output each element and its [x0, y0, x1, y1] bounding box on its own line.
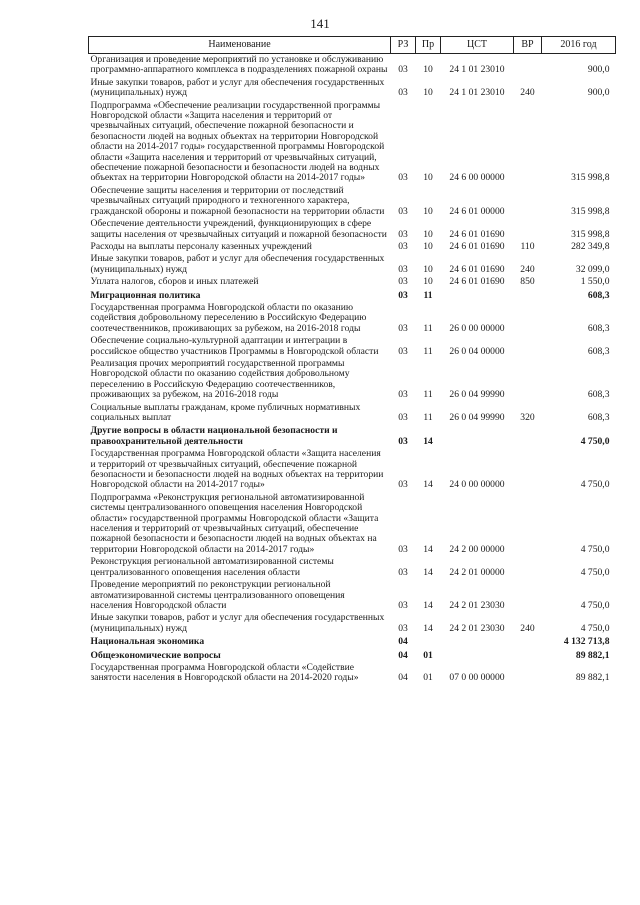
- row-name: Подпрограмма «Обеспечение реализации государственной программы Новгородской области «Защита населения и территорий от чрезвычайных ситуаций, обеспечение пожарной безопасности и безопасности людей на водных объектах на территории Новгородской области на 2014-2017 годы» государственной программы Новгородской области «Защита населения и территорий от чрезвычайных ситуаций, обеспечение пожарной безопасности и безопасности людей на водных объектах на территории Новгородской области на 2014-2017 годы»: [90, 99, 385, 184]
- row-vr: [514, 492, 542, 556]
- row-name: Обеспечение деятельности учреждений, функционирующих в сфере защиты населения от чрезвычайных ситуаций и пожарной безопасности: [90, 218, 387, 240]
- row-rz: 04: [398, 636, 408, 648]
- budget-table: [88, 36, 616, 685]
- row-vr: [514, 54, 542, 77]
- row-pr: 11: [423, 345, 433, 357]
- row-rz: 03: [398, 64, 408, 76]
- row-name: Национальная экономика: [90, 636, 205, 648]
- row-pr: 01: [423, 649, 433, 661]
- table-row: [89, 253, 616, 276]
- row-pr: 11: [423, 412, 433, 423]
- row-pr: 14: [423, 599, 433, 611]
- row-amount: 315 998,8: [571, 228, 610, 240]
- row-amount: 4 750,0: [580, 622, 610, 634]
- row-cst: 24 0 00 00000: [449, 479, 505, 491]
- row-cst: [441, 649, 514, 662]
- row-vr: [514, 302, 542, 335]
- row-pr: 14: [423, 435, 433, 447]
- row-rz: 04: [398, 649, 408, 661]
- row-pr: 01: [423, 672, 433, 684]
- row-name: Реконструкция региональной автоматизированной системы централизованного оповещения населения области: [90, 556, 334, 578]
- row-pr: 10: [423, 87, 433, 99]
- row-amount: 4 750,0: [580, 543, 610, 555]
- table-row: [89, 579, 616, 612]
- row-vr: [514, 289, 542, 302]
- row-name: Расходы на выплаты персоналу казенных учреждений: [90, 240, 312, 252]
- row-amount: 608,3: [587, 289, 610, 301]
- row-vr: [514, 649, 542, 662]
- row-rz: 03: [398, 87, 408, 99]
- row-vr: 240: [520, 263, 535, 275]
- row-cst: 26 0 04 99990: [449, 412, 505, 423]
- row-amount: 282 349,8: [571, 240, 610, 252]
- row-amount: 89 882,1: [575, 649, 610, 661]
- row-vr: [514, 100, 542, 185]
- row-vr: [514, 358, 542, 402]
- table-row: [89, 54, 616, 77]
- row-cst: 26 0 00 00000: [449, 322, 505, 334]
- row-vr: [514, 448, 542, 492]
- row-pr: 14: [423, 622, 433, 634]
- row-vr: [514, 424, 542, 448]
- row-cst: 24 6 01 01690: [449, 263, 505, 275]
- row-name: Организация и проведение мероприятий по установке и обслуживанию программно-аппаратного комплекса в подразделениях пожарной охраны: [90, 54, 388, 76]
- row-pr: 14: [423, 566, 433, 578]
- row-rz: 03: [398, 172, 408, 184]
- row-vr: [514, 662, 542, 685]
- row-pr: 14: [423, 479, 433, 491]
- row-rz: 03: [398, 435, 408, 447]
- row-pr: 11: [423, 389, 433, 401]
- row-cst: 26 0 04 99990: [449, 389, 505, 401]
- table-row: [89, 662, 616, 685]
- row-amount: 900,0: [587, 87, 610, 99]
- row-rz: 03: [398, 412, 408, 423]
- row-cst: 24 2 00 00000: [449, 543, 505, 555]
- row-vr: [514, 635, 542, 648]
- row-rz: 03: [398, 322, 408, 334]
- header-year: 2016 год: [542, 37, 616, 54]
- table-row: [89, 218, 616, 241]
- table-row: [89, 358, 616, 402]
- table-row: [89, 424, 616, 448]
- row-pr: [416, 635, 441, 648]
- table-row: [89, 335, 616, 358]
- page-number: 141: [310, 16, 330, 31]
- row-rz: 03: [398, 240, 408, 252]
- table-row: [89, 448, 616, 492]
- table-row: [89, 556, 616, 579]
- row-pr: 10: [423, 205, 433, 217]
- row-amount: 900,0: [587, 64, 610, 76]
- table-row: [89, 100, 616, 185]
- row-cst: [441, 289, 514, 302]
- row-name: Уплата налогов, сборов и иных платежей: [90, 276, 259, 288]
- table-row: [89, 635, 616, 648]
- row-pr: 14: [423, 543, 433, 555]
- table-body: [89, 54, 616, 685]
- row-vr: [514, 185, 542, 218]
- table-row: [89, 612, 616, 635]
- row-vr: [514, 579, 542, 612]
- row-vr: 850: [520, 276, 535, 288]
- row-vr: 320: [520, 412, 535, 423]
- row-rz: 03: [398, 622, 408, 634]
- row-amount: 89 882,1: [575, 672, 610, 684]
- row-name: Обеспечение социально-культурной адаптации и интеграции в российское общество участников Программы в Новгородской области: [90, 335, 379, 357]
- row-vr: 240: [520, 87, 535, 99]
- row-pr: 10: [423, 64, 433, 76]
- row-pr: 10: [423, 172, 433, 184]
- row-amount: 4 750,0: [580, 435, 610, 447]
- row-name: Государственная программа Новгородской области «Содействие занятости населения в Новгородской области на 2014-2020 годы»: [90, 661, 359, 684]
- row-rz: 04: [398, 672, 408, 684]
- row-name: Государственная программа Новгородской области по оказанию содействия добровольному переселению в Российскую Федерацию соотечественников, проживающих за рубежом, на 2016-2018 годы: [90, 301, 367, 334]
- row-name: Другие вопросы в области национальной безопасности и правоохранительной деятельности: [90, 425, 338, 447]
- row-amount: 4 750,0: [580, 599, 610, 611]
- row-name: Миграционная политика: [90, 289, 201, 301]
- row-pr: 10: [423, 263, 433, 275]
- row-name: Общеэкономические вопросы: [90, 649, 221, 661]
- row-rz: 03: [398, 276, 408, 288]
- row-rz: 03: [398, 479, 408, 491]
- row-amount: 315 998,8: [571, 172, 610, 184]
- table-header-row: [89, 37, 616, 54]
- row-pr: 11: [423, 289, 433, 301]
- row-cst: 24 6 01 01690: [449, 228, 505, 240]
- table-row: [89, 77, 616, 100]
- row-vr: [514, 218, 542, 241]
- table-row: [89, 492, 616, 556]
- row-amount: 4 750,0: [580, 566, 610, 578]
- row-vr: 240: [520, 622, 535, 634]
- row-rz: 03: [398, 543, 408, 555]
- row-name: Иные закупки товаров, работ и услуг для обеспечения государственных (муниципальных) нужд: [90, 253, 385, 275]
- row-cst: 24 1 01 23010: [449, 87, 505, 99]
- table-row: [89, 185, 616, 218]
- row-amount: 315 998,8: [571, 205, 610, 217]
- row-cst: 24 6 01 01690: [449, 240, 505, 252]
- row-cst: 24 1 01 23010: [449, 64, 505, 76]
- row-rz: 03: [398, 345, 408, 357]
- row-rz: 03: [398, 599, 408, 611]
- table-row: [89, 289, 616, 302]
- row-rz: 03: [398, 289, 408, 301]
- row-rz: 03: [398, 566, 408, 578]
- row-cst: 24 6 00 00000: [449, 172, 505, 184]
- row-rz: 03: [398, 205, 408, 217]
- row-name: Проведение мероприятий по реконструкции региональной автоматизированной системы централизованного оповещения населения Новгородской области: [90, 579, 345, 611]
- row-name: Обеспечение защиты населения и территории от последствий чрезвычайных ситуаций природного и техногенного характера, гражданской обороны и пожарной безопасности на территории области: [90, 184, 385, 217]
- row-cst: 24 2 01 23030: [449, 599, 505, 611]
- table-row: [89, 649, 616, 662]
- row-vr: [514, 335, 542, 358]
- row-rz: 03: [398, 228, 408, 240]
- row-rz: 03: [398, 263, 408, 275]
- row-pr: 10: [423, 228, 433, 240]
- row-cst: [441, 424, 514, 448]
- table-row: [89, 402, 616, 425]
- row-cst: 26 0 04 00000: [449, 345, 505, 357]
- row-vr: 110: [520, 240, 535, 252]
- header-cst: ЦСТ: [441, 37, 514, 54]
- row-amount: 608,3: [587, 389, 610, 401]
- row-rz: 03: [398, 389, 408, 401]
- row-cst: 24 6 01 00000: [449, 205, 505, 217]
- row-cst: 24 2 01 23030: [449, 622, 505, 634]
- row-amount: 32 099,0: [575, 263, 610, 275]
- row-name: Государственная программа Новгородской области «Защита населения и территорий от чрезвычайных ситуаций, обеспечение пожарной безопасности и безопасности людей на водных объектах на территории Новгородской области на 2014-2017 годы»: [90, 448, 384, 491]
- table-row: [89, 302, 616, 335]
- row-cst: [441, 635, 514, 648]
- header-name: Наименование: [89, 37, 391, 54]
- row-name: Иные закупки товаров, работ и услуг для обеспечения государственных (муниципальных) нужд: [90, 76, 385, 99]
- row-pr: 10: [423, 276, 433, 288]
- header-vr: ВР: [514, 37, 542, 54]
- row-name: Социальные выплаты гражданам, кроме публичных нормативных социальных выплат: [90, 401, 361, 423]
- row-amount: 608,3: [587, 322, 610, 334]
- row-cst: 24 6 01 01690: [449, 276, 505, 288]
- row-vr: [514, 556, 542, 579]
- row-cst: 07 0 00 00000: [449, 672, 505, 684]
- row-name: Иные закупки товаров, работ и услуг для обеспечения государственных (муниципальных) нужд: [90, 612, 385, 634]
- header-rz: РЗ: [391, 37, 416, 54]
- row-pr: 11: [423, 322, 433, 334]
- row-amount: 4 132 713,8: [563, 636, 610, 648]
- row-amount: 608,3: [587, 345, 610, 357]
- row-amount: 608,3: [587, 412, 610, 423]
- row-amount: 1 550,0: [580, 276, 610, 288]
- row-pr: 10: [423, 240, 433, 252]
- header-pr: Пр: [416, 37, 441, 54]
- row-name: Подпрограмма «Реконструкция региональной автоматизированной системы централизованного оповещения населения Новгородской области» государственной программы Новгородской области «Защита населения и территорий от чрезвычайных ситуаций, обеспечение пожарной безопасности и безопасности людей на водных объектах на территории Новгородской области на 2014-2017 годы»: [90, 491, 379, 555]
- table-row: [89, 276, 616, 288]
- row-cst: 24 2 01 00000: [449, 566, 505, 578]
- table-row: [89, 241, 616, 253]
- row-amount: 4 750,0: [580, 479, 610, 491]
- row-name: Реализация прочих мероприятий государственной программы Новгородской области по оказанию содействия добровольному переселению в Российскую Федерацию соотечественников, проживающих за рубежом, на 2016-2018 годы: [90, 357, 350, 401]
